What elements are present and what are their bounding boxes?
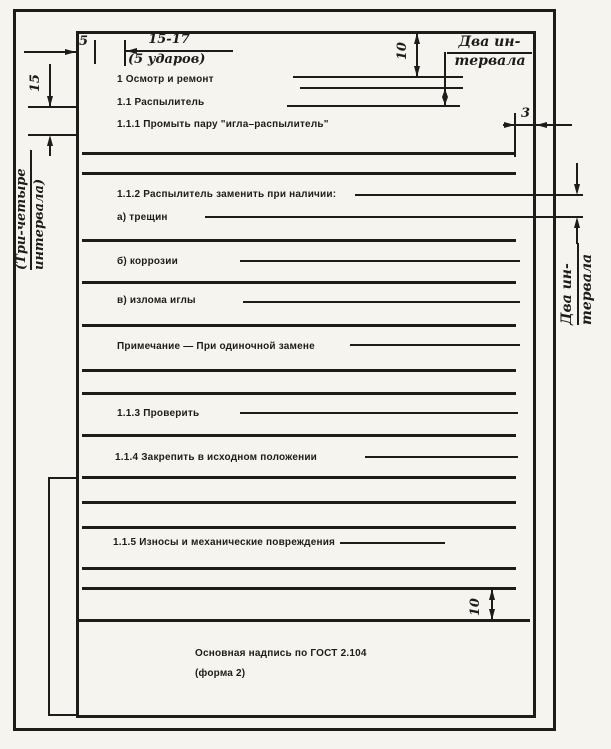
text-line bbox=[82, 152, 516, 155]
title-block-form: (форма 2) bbox=[195, 668, 246, 679]
left-spacing-dim-label: 15 bbox=[27, 74, 43, 93]
doc-row: а) трещин bbox=[117, 212, 168, 223]
two-intervals-right-line2: тервала bbox=[578, 253, 595, 325]
text-line bbox=[300, 87, 463, 89]
title-block-text: Основная надпись по ГОСТ 2.104 bbox=[195, 648, 367, 659]
text-line bbox=[82, 501, 516, 504]
arrow-down-icon bbox=[489, 609, 495, 620]
doc-row: 1.1.3 Проверить bbox=[117, 408, 200, 419]
three-four-intervals-line2: интервала) bbox=[32, 178, 48, 270]
two-intervals-top-label-line2: тервала bbox=[454, 53, 526, 69]
arrow-up-icon bbox=[489, 589, 495, 600]
text-line bbox=[82, 239, 516, 242]
arrow-up-icon bbox=[47, 135, 53, 146]
doc-row: в) излома иглы bbox=[117, 295, 196, 306]
indent-note-label: (5 ударов) bbox=[128, 52, 206, 67]
top-spacing-dim-label: 10 bbox=[394, 42, 410, 61]
doc-row: 1 Осмотр и ремонт bbox=[117, 74, 214, 85]
arrow-up-icon bbox=[574, 217, 580, 228]
doc-row: 1.1.2 Распылитель заменить при наличии: bbox=[117, 189, 337, 200]
dim-tick bbox=[94, 40, 96, 64]
text-line bbox=[82, 567, 516, 570]
bottom-spacing-dim-label: 10 bbox=[467, 598, 483, 617]
doc-row: 1.1 Распылитель bbox=[117, 97, 205, 108]
margin-right-dim-label: 3 bbox=[521, 106, 531, 121]
arrow-right-icon bbox=[65, 49, 76, 55]
three-four-intervals-label bbox=[14, 150, 48, 270]
text-line bbox=[82, 281, 516, 284]
doc-row: 1.1.1 Промыть пару "игла–распылитель" bbox=[117, 119, 329, 130]
text-line bbox=[82, 587, 516, 590]
title-block-divider bbox=[76, 619, 530, 622]
left-margin-column bbox=[48, 477, 78, 716]
arrow-down-icon bbox=[414, 66, 420, 77]
text-line bbox=[82, 476, 516, 479]
text-line bbox=[82, 392, 516, 395]
doc-row: 1.1.4 Закрепить в исходном положении bbox=[115, 452, 318, 463]
arrow-up-icon bbox=[414, 33, 420, 44]
text-line bbox=[240, 412, 518, 414]
text-line bbox=[82, 172, 516, 175]
doc-row: Примечание — При одиночной замене bbox=[117, 341, 315, 352]
text-line bbox=[350, 344, 520, 346]
text-line bbox=[82, 526, 516, 529]
right-dim-line-lower bbox=[576, 228, 578, 244]
text-line bbox=[243, 301, 520, 303]
text-line bbox=[355, 194, 583, 196]
text-line bbox=[82, 324, 516, 327]
arrow-down-icon bbox=[574, 184, 580, 195]
arrow-left-icon bbox=[536, 122, 547, 128]
text-line bbox=[82, 369, 516, 372]
text-line bbox=[340, 542, 445, 544]
arrow-up-icon bbox=[442, 89, 448, 97]
dim-tick bbox=[28, 106, 76, 108]
margin-left-dim-label: 5 bbox=[79, 34, 89, 49]
text-line bbox=[240, 260, 520, 262]
dim-tick bbox=[514, 113, 516, 157]
text-line bbox=[365, 456, 518, 458]
indent-dim-label: 15-17 bbox=[148, 32, 190, 47]
three-four-intervals-line1: (Три-четыре bbox=[14, 150, 32, 270]
two-intervals-right-label bbox=[559, 243, 595, 325]
text-line bbox=[293, 76, 463, 78]
arrow-down-icon bbox=[442, 97, 448, 105]
two-intervals-top-label-line1: Два ин- bbox=[447, 34, 532, 54]
text-line bbox=[205, 216, 583, 218]
two-intervals-right-line1: Два ин- bbox=[559, 243, 579, 325]
doc-row: 1.1.5 Износы и механические повреждения bbox=[113, 537, 336, 548]
doc-row: б) коррозии bbox=[117, 256, 178, 267]
text-line bbox=[287, 105, 460, 107]
left-dim-line-lower bbox=[49, 146, 51, 156]
text-line bbox=[82, 434, 516, 437]
